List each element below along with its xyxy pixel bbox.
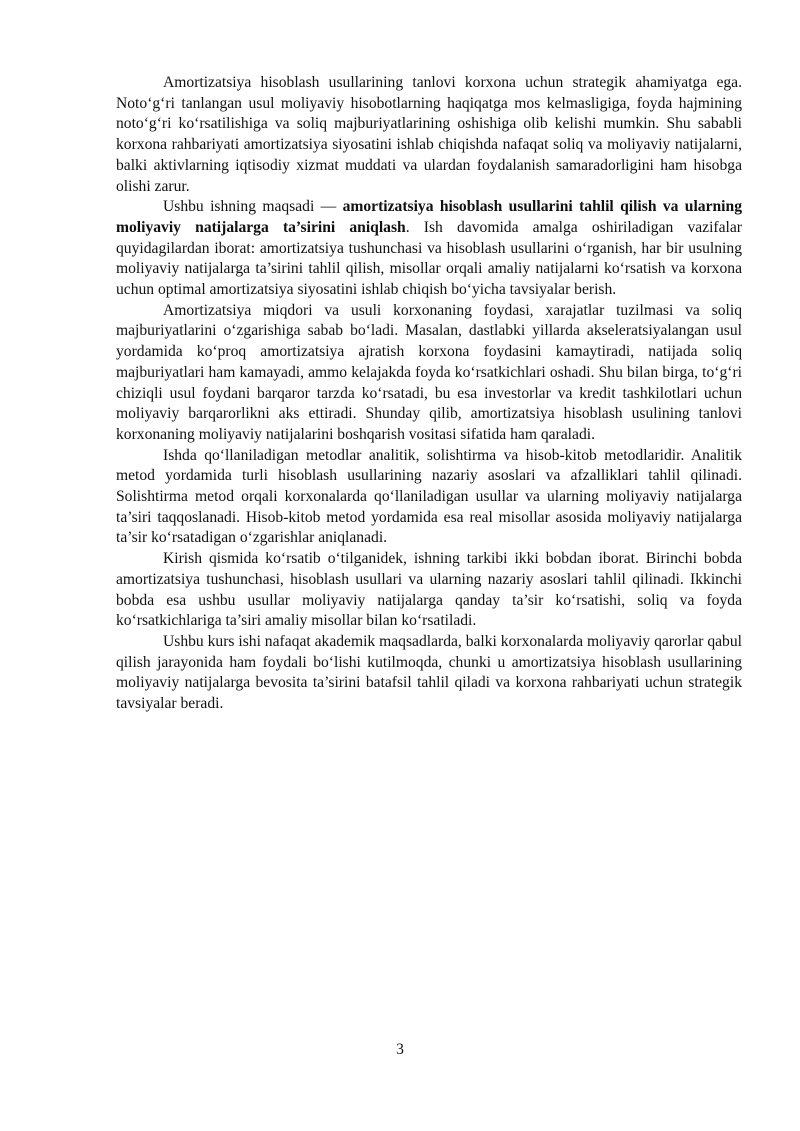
paragraph-4 [116, 446, 742, 550]
page-number: 3 [396, 1041, 404, 1058]
paragraph-1-text: Amortizatsiya hisoblash usullarining tanlovi korxona uchun strategik ahamiyatga ega. Noto‘g‘ri tanlangan usul moliyaviy hisobotlarning haqiqatga mos kelmasligiga, foyda hajmining noto‘g‘ri ko‘rsatilishiga va soliq majburiyatlarining oshishiga olib kelishi mumkin. Shu sababli korxona rahbariyati amortizatsiya siyosatini ishlab chiqishda nafaqat soliq va moliyaviy natijalarni, balki aktivlarning iqtisodiy xizmat muddati va ulardan foydalanish samaradorligini ham hisobga olishi zarur. [116, 74, 742, 195]
paragraph-4-text: Ishda qo‘llaniladigan metodlar analitik, solishtirma va hisob-kitob metodlaridir. Analitik metod yordamida turli hisoblash usullarining nazariy asoslari va afzalliklari tahlil qilinadi. Solishtirma metod orqali korxonalarda qo‘llaniladigan usullar va ularning moliyaviy natijalarga ta’siri taqqoslanadi. Hisob-kitob metod yordamida esa real misollar asosida moliyaviy natijalarga ta’sir ko‘rsatadigan o‘zgarishlar aniqlanadi. [116, 446, 742, 547]
paragraph-6 [116, 632, 742, 715]
paragraph-2-bold-goal: amortizatsiya hisoblash usullarini tahlil qilish va ularning moliyaviy natijalarga ta’sirini aniqlash [116, 198, 742, 236]
paragraph-3 [116, 301, 742, 446]
paragraph-2-text-start: Ushbu ishning maqsadi — [163, 198, 343, 216]
paragraph-5 [116, 549, 742, 632]
paragraph-1 [116, 73, 742, 197]
paragraph-5-text: Kirish qismida ko‘rsatib o‘tilganidek, ishning tarkibi ikki bobdan iborat. Birinchi bobda amortizatsiya tushunchasi, hisoblash usullari va ularning nazariy asoslari tahlil qilinadi. Ikkinchi bobda esa ushbu usullar moliyaviy natijalarga qanday ta’sir ko‘rsatishi, soliq va foyda ko‘rsatkichlariga ta’siri amaliy misollar bilan ko‘rsatiladi. [116, 550, 742, 630]
paragraph-6-text: Ushbu kurs ishi nafaqat akademik maqsadlarda, balki korxonalarda moliyaviy qarorlar qabul qilish jarayonida ham foydali bo‘lishi kutilmoqda, chunki u amortizatsiya hisoblash usullarining moliyaviy natijalarga bevosita ta’sirini batafsil tahlil qiladi va korxona rahbariyati uchun strategik tavsiyalar beradi. [116, 632, 742, 713]
paragraph-3-text: Amortizatsiya miqdori va usuli korxonaning foydasi, xarajatlar tuzilmasi va soliq majburiyatlarini o‘zgarishiga sabab bo‘ladi. Masalan, dastlabki yillarda akseleratsiyalangan usul yordamida ko‘proq amortizatsiya ajratish korxona foydasini kamaytiradi, natijada soliq majburiyatlari ham kamayadi, ammo kelajakda foyda ko‘rsatkichlari oshadi. Shu bilan birga, to‘g‘ri chiziqli usul foydani barqaror tarzda ko‘rsatadi, bu esa investorlar va kredit tashkilotlari uchun moliyaviy barqarorlikni aks ettiradi. Shunday qilib, amortizatsiya hisoblash usulining tanlovi korxonaning moliyaviy natijalarini boshqarish vositasi sifatida ham qaraladi. [116, 301, 742, 443]
body-text [116, 73, 742, 715]
paragraph-2 [116, 197, 742, 301]
paragraph-2-text-end: . Ish davomida amalga oshiriladigan vazifalar quyidagilardan iborat: amortizatsiya tushunchasi va hisoblash usullarini o‘rganish, har bir usulning moliyaviy natijalarga ta’sirini tahlil qilish, misollar orqali amaliy natijalarni ko‘rsatish va korxona uchun optimal amortizatsiya siyosatini ishlab chiqish bo‘yicha tavsiyalar berish. [116, 218, 742, 299]
